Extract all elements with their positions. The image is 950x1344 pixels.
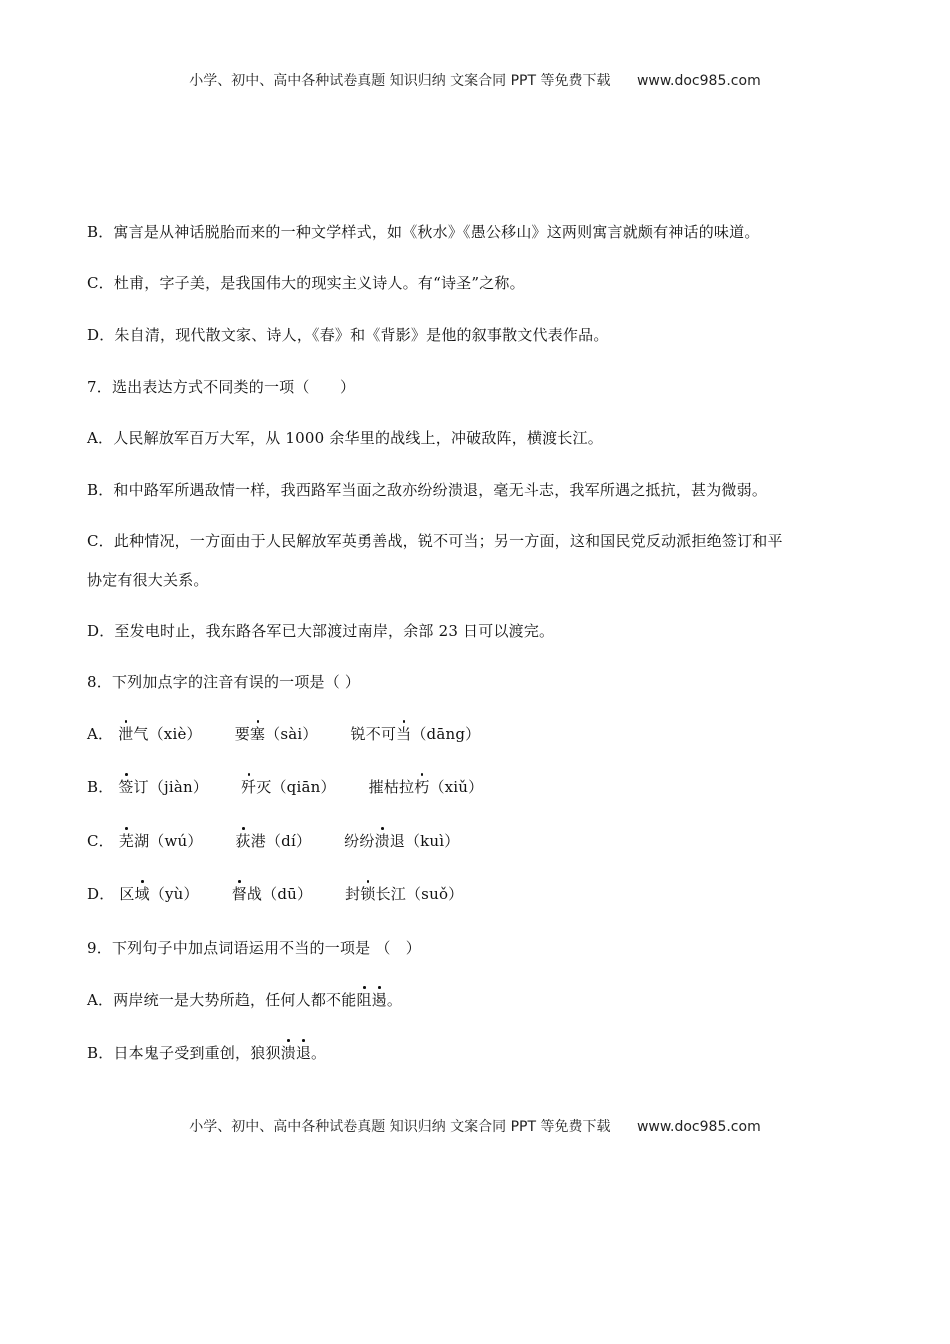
dotted-char: 朽 <box>414 778 430 796</box>
dotted-char: 溃 <box>280 1044 296 1062</box>
q8-option-b <box>87 777 511 797</box>
q8-b-item-3: 摧枯拉朽（xiǔ） <box>368 778 484 796</box>
option-label: B． <box>87 1044 114 1062</box>
q9-option-b: B．日本鬼子受到重创，狼狈溃退。 <box>87 1044 327 1062</box>
q9-question: 9．下列句子中加点词语运用不当的一项是 （ ） <box>87 939 421 957</box>
dotted-char: 锁 <box>360 885 376 903</box>
q8-d-item-1: 区域（yù） <box>119 885 199 903</box>
dotted-char: 遏 <box>371 991 387 1009</box>
q6-option-b: B．寓言是从神话脱胎而来的一种文学样式，如《秋水》《愚公移山》这两则寓言就颇有神话的味道。 <box>87 223 760 241</box>
dotted-char: 督 <box>231 885 247 903</box>
dotted-char: 当 <box>396 725 412 743</box>
dotted-char: 溃 <box>374 832 390 850</box>
dotted-char: 域 <box>134 885 150 903</box>
q7-option-c-line2: 协定有很大关系。 <box>87 571 209 589</box>
dotted-char: 泄 <box>118 725 134 743</box>
header-banner <box>0 70 950 90</box>
q8-question: 8．下列加点字的注音有误的一项是（ ） <box>87 673 361 691</box>
dotted-char: 签 <box>118 778 134 796</box>
q7-option-a: A．人民解放军百万大军，从 1000 余华里的战线上，冲破敌阵，横渡长江。 <box>87 429 603 447</box>
q8-b-item-1: 签订（jiàn） <box>118 778 209 796</box>
q7-question: 7．选出表达方式不同类的一项（ ） <box>87 378 356 396</box>
q8-d-item-3: 封锁长江（suǒ） <box>345 885 464 903</box>
q8-option-c <box>87 831 488 851</box>
q7-option-c-line1: C．此种情况，一方面由于人民解放军英勇善战，锐不可当；另一方面，这和国民党反动派拒绝签订和平 <box>87 532 783 550</box>
footer-text: 小学、初中、高中各种试卷真题 知识归纳 文案合同 PPT 等免费下载 <box>189 1119 611 1135</box>
header-text: 小学、初中、高中各种试卷真题 知识归纳 文案合同 PPT 等免费下载 <box>189 73 611 89</box>
q8-c-item-1: 芜湖（wú） <box>118 832 203 850</box>
q7-option-b: B．和中路军所遇敌情一样，我西路军当面之敌亦纷纷溃退，毫无斗志，我军所遇之抵抗，甚为微弱。 <box>87 481 768 499</box>
option-label: A． <box>87 991 114 1009</box>
dotted-char: 歼 <box>241 778 257 796</box>
q7-option-d: D．至发电时止，我东路各军已大部渡过南岸，余部 23 日可以渡完。 <box>87 622 555 640</box>
dotted-char: 荻 <box>235 832 251 850</box>
option-label: C． <box>87 832 114 850</box>
q6-option-c: C．杜甫，字子美，是我国伟大的现实主义诗人。有“诗圣”之称。 <box>87 274 525 292</box>
dotted-char: 芜 <box>118 832 135 850</box>
q6-option-d: D．朱自清，现代散文家、诗人，《春》和《背影》是他的叙事散文代表作品。 <box>87 326 609 344</box>
dotted-char: 塞 <box>249 725 266 743</box>
option-label: A． <box>87 725 114 743</box>
q8-d-item-2: 督战（dū） <box>231 885 313 903</box>
dotted-char: 退 <box>295 1044 312 1062</box>
option-label: D． <box>87 885 115 903</box>
q8-a-item-3: 锐不可当（dāng） <box>350 725 481 743</box>
q9-option-a: A．两岸统一是大势所趋，任何人都不能阻遏。 <box>87 991 403 1009</box>
footer-url[interactable]: www.doc985.com <box>636 1119 761 1135</box>
option-label: B． <box>87 778 114 796</box>
header-url[interactable]: www.doc985.com <box>636 73 761 89</box>
q8-b-item-2: 歼灭（qiān） <box>241 778 336 796</box>
q8-c-item-3: 纷纷溃退（kuì） <box>344 832 460 850</box>
q8-c-item-2: 荻港（dí） <box>235 832 312 850</box>
q8-a-item-2: 要塞（sài） <box>234 725 318 743</box>
footer-banner <box>0 1116 950 1136</box>
q8-a-item-1: 泄气（xiè） <box>118 725 202 743</box>
q8-option-a <box>87 724 508 744</box>
q8-option-d <box>87 884 491 904</box>
dotted-char: 阻 <box>356 991 372 1009</box>
